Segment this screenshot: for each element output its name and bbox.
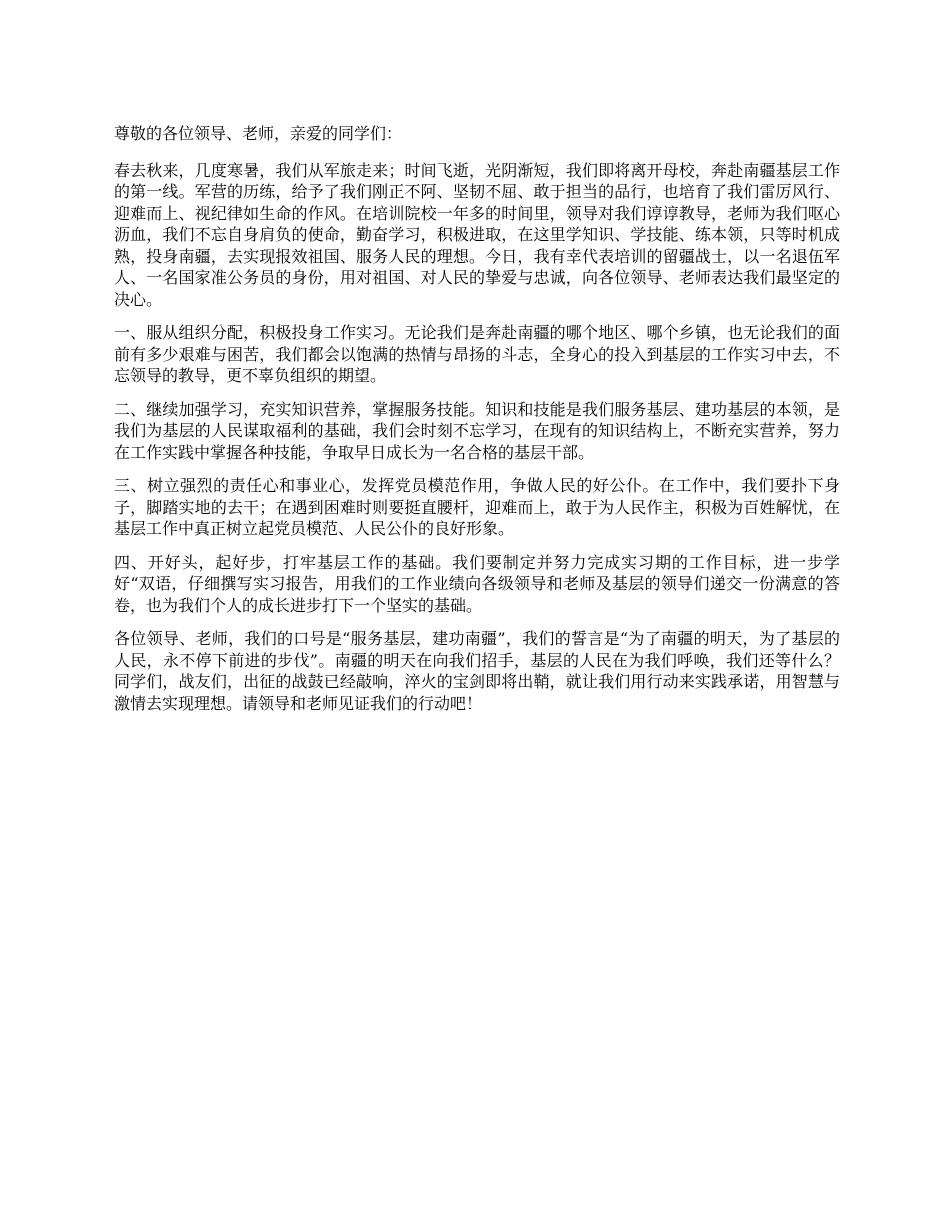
paragraph-opening: 春去秋来，几度寒暑，我们从军旅走来；时间飞逝，光阴渐短，我们即将离开母校，奔赴南疆基层工作的第一线。军营的历练，给予了我们刚正不阿、坚韧不屈、敢于担当的品行，也培育了我们雷厉风行、迎难而上、视纪律如生命的作风。在培训院校一年多的时间里，领导对我们谆谆教导，老师为我们呕心沥血，我们不忘自身肩负的使命，勤奋学习，积极进取，在这里学知识、学技能、练本领，只等时机成熟，投身南疆，去实现报效祖国、服务人民的理想。今日，我有幸代表培训的留疆战士，以一名退伍军人、一名国家准公务员的身份，用对祖国、对人民的挚爱与忠诚，向各位领导、老师表达我们最坚定的决心。	[114, 160, 840, 309]
greeting-line: 尊敬的各位领导、老师，亲爱的同学们：	[114, 124, 403, 143]
paragraph-point-two: 二、继续加强学习，充实知识营养，掌握服务技能。知识和技能是我们服务基层、建功基层的本领，是我们为基层的人民谋取福利的基础，我们会时刻不忘学习，在现有的知识结构上，不断充实营养，努力在工作实践中掌握各种技能，争取早日成长为一名合格的基层干部。	[114, 399, 840, 462]
paragraph-point-four: 四、开好头，起好步，打牢基层工作的基础。我们要制定并努力完成实习期的工作目标，进一步学好“双语，仔细撰写实习报告，用我们的工作业绩向各级领导和老师及基层的领导们递交一份满意的答卷，也为我们个人的成长进步打下一个坚实的基础。	[114, 552, 840, 615]
paragraph-closing: 各位领导、老师，我们的口号是“服务基层，建功南疆”，我们的誓言是“为了南疆的明天，为了基层的人民，永不停下前进的步伐”。南疆的明天在向我们招手，基层的人民在为我们呼唤，我们还等什么？同学们，战友们，出征的战鼓已经敲响，淬火的宝剑即将出鞘，就让我们用行动来实践承诺，用智慧与激情去实现理想。请领导和老师见证我们的行动吧！	[114, 629, 840, 713]
paragraph-point-one: 一、服从组织分配，积极投身工作实习。无论我们是奔赴南疆的哪个地区、哪个乡镇，也无论我们的面前有多少艰难与困苦，我们都会以饱满的热情与昂扬的斗志，全身心的投入到基层的工作实习中去，不忘领导的教导，更不辜负组织的期望。	[114, 323, 840, 385]
paragraph-point-three: 三、树立强烈的责任心和事业心，发挥党员模范作用，争做人民的好公仆。在工作中，我们要扑下身子，脚踏实地的去干；在遇到困难时则要挺直腰杆，迎难而上，敢于为人民作主，积极为百姓解忧，在基层工作中真正树立起党员模范、人民公仆的良好形象。	[114, 476, 840, 538]
document-body	[114, 123, 840, 726]
